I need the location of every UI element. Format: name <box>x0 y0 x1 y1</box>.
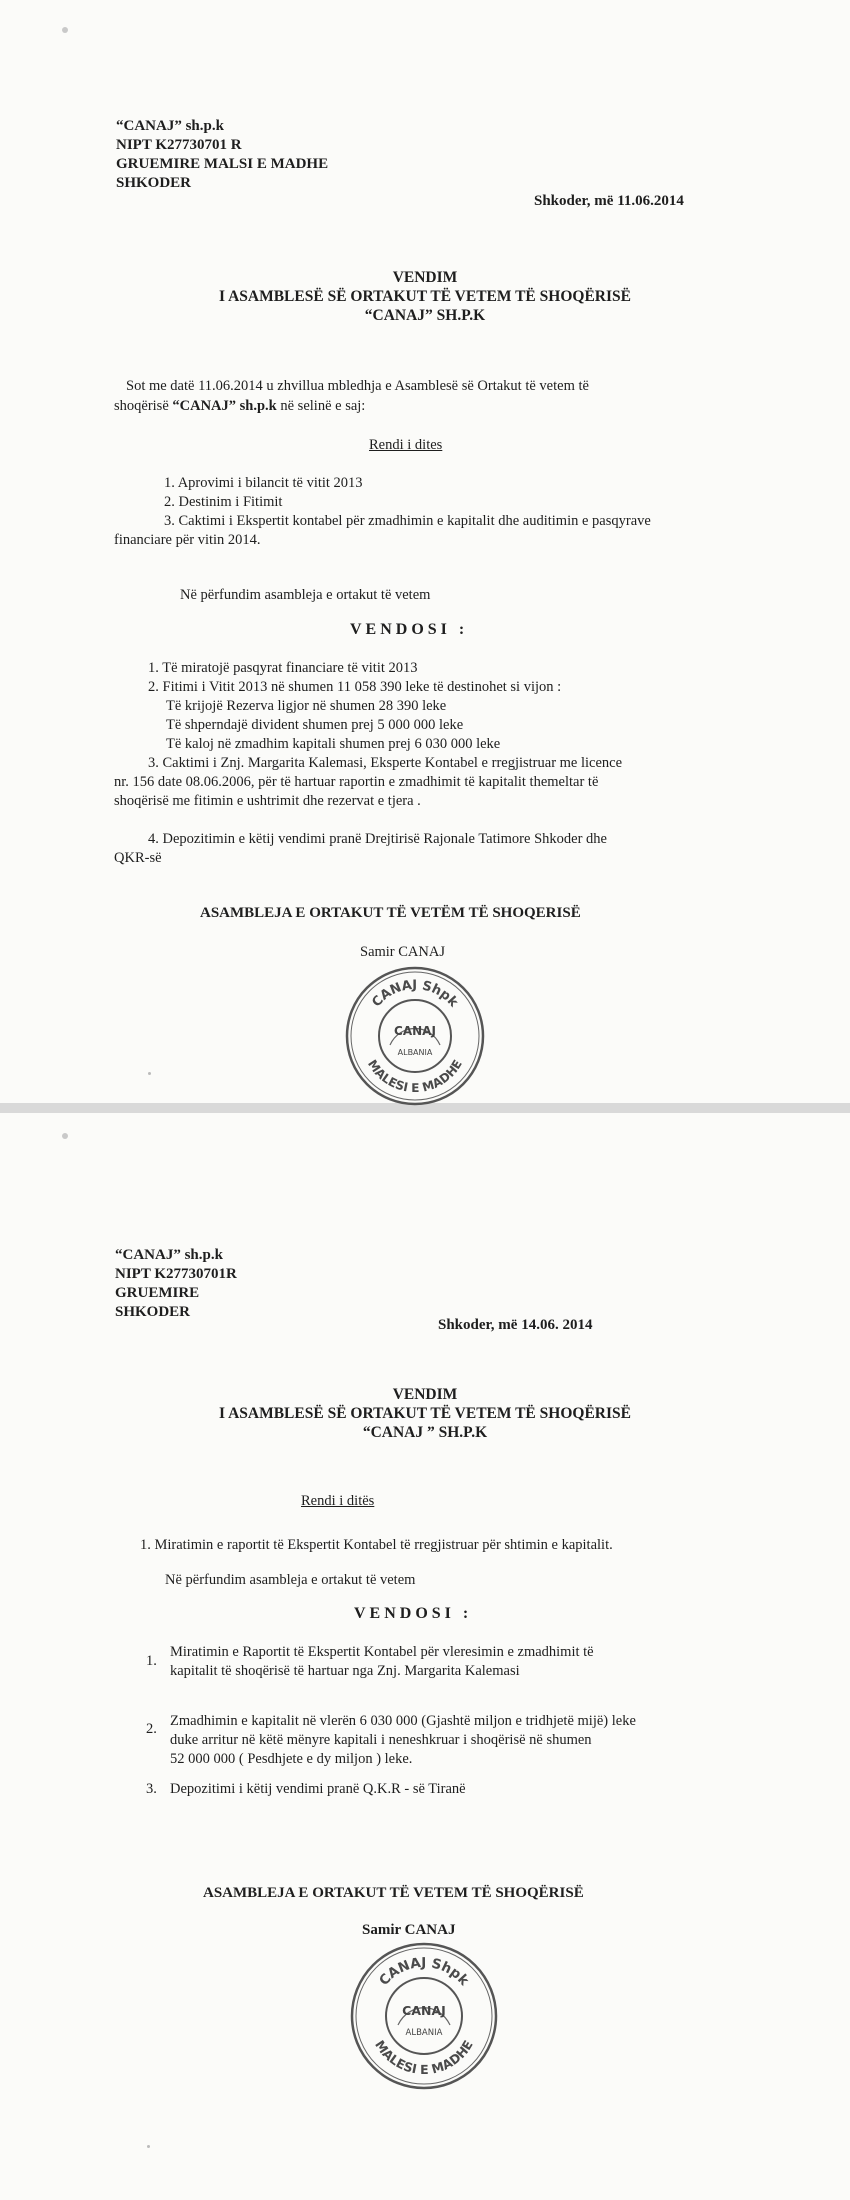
assembly-signature-title: ASAMBLEJA E ORTAKUT TË VETËM TË SHOQERISË <box>200 905 581 921</box>
decision-item-2: 2. Fitimi i Vitit 2013 në shumen 11 058 390 leke të destinohet si vijon : <box>148 679 562 695</box>
decision-item-1 <box>170 1643 594 1681</box>
agenda-item: 2. Destinim i Fitimit <box>164 494 283 510</box>
decision-subtitle: I ASAMBLESË SË ORTAKUT TË VETEM TË SHOQËRISË <box>219 1405 631 1422</box>
stamp-country-text: ALBANIA <box>405 2028 443 2038</box>
profit-allocation-item: Të krijojë Rezerva ligjor në shumen 28 390 leke <box>166 698 447 714</box>
intro-company: “CANAJ” sh.p.k <box>172 398 277 414</box>
decision-item-3: Depozitimi i këtij vendimi pranë Q.K.R - së Tiranë <box>170 1781 466 1797</box>
stamp-bottom-text: MALESI E MADHE <box>372 2037 476 2078</box>
decision-item-2-line: Zmadhimin e kapitalit në vlerën 6 030 000 (Gjashtë miljon e tridhjetë mijë) leke <box>170 1713 636 1729</box>
company-header <box>116 117 328 193</box>
agenda-heading: Rendi i ditës <box>301 1493 375 1509</box>
decision-item-1-line: Miratimin e Raportit të Ekspertit Kontabel për vleresimin e zmadhimit të <box>170 1644 594 1660</box>
scan-speck <box>148 1072 151 1075</box>
place-date: Shkoder, më 14.06. 2014 <box>438 1317 593 1333</box>
decision-item-3: 3. Caktimi i Znj. Margarita Kalemasi, Eksperte Kontabel e rregjistruar me licence <box>148 755 623 771</box>
decision-item-3-cont: nr. 156 date 08.06.2006, për të hartuar raportin e zmadhimit të kapitalit themeltar të <box>114 774 599 790</box>
agenda-list <box>164 474 651 531</box>
intro-line-1: Sot me datë 11.06.2014 u zhvillua mbledhja e Asamblesë së Ortakut të vetem të <box>126 378 589 394</box>
company-name: “CANAJ” sh.p.k <box>116 118 224 134</box>
decision-item-1-line: kapitalit të shoqërisë të hartuar nga Znj. Margarita Kalemasi <box>170 1663 520 1679</box>
company-header <box>115 1246 237 1322</box>
scan-speck <box>62 1133 68 1139</box>
decision-item-4: 4. Depozitimin e këtij vendimi pranë Drejtirisë Rajonale Tatimore Shkoder dhe <box>148 831 607 847</box>
intro-text: shoqërisë <box>114 398 173 414</box>
profit-allocation-list <box>166 697 500 754</box>
stamp-bottom-text: MALESI E MADHE <box>365 1057 465 1096</box>
agenda-heading: Rendi i dites <box>369 437 443 453</box>
agenda-item: 1. Aprovimi i bilancit të vitit 2013 <box>164 475 363 491</box>
scan-speck <box>147 2145 150 2148</box>
company-nipt: NIPT K27730701 R <box>116 137 242 153</box>
assembly-signature-title: ASAMBLEJA E ORTAKUT TË VETEM TË SHOQËRISË <box>203 1885 584 1901</box>
stamp-top-text: CANAJ Shpk <box>376 1954 472 1989</box>
decision-item-4-cont: QKR-së <box>114 850 162 866</box>
decision-item-3-cont: shoqërisë me fitimin e ushtrimit dhe rezervat e tjera . <box>114 793 421 809</box>
decides-heading: VENDOSI : <box>354 1605 473 1622</box>
company-address: GRUEMIRE MALSI E MADHE <box>116 156 329 172</box>
company-stamp <box>342 963 488 1109</box>
decision-item-2-line: 52 000 000 ( Pesdhjete e dy miljon ) leke. <box>170 1751 413 1767</box>
stamp-center-text: CANAJ <box>394 1024 436 1038</box>
document-page-2 <box>0 1113 850 2200</box>
place-date: Shkoder, më 11.06.2014 <box>534 193 684 209</box>
decision-item-1-number: 1. <box>146 1653 157 1669</box>
agenda-item-cont: financiare për vitin 2014. <box>114 532 261 548</box>
stamp-top-text: CANAJ Shpk <box>369 977 461 1011</box>
decides-heading: VENDOSI : <box>350 621 469 638</box>
conclusion-text: Në përfundim asambleja e ortakut të vetem <box>165 1572 416 1588</box>
scan-speck <box>62 27 68 33</box>
agenda-item: 3. Caktimi i Ekspertit kontabel për zmadhimin e kapitalit dhe auditimin e pasqyrave <box>164 513 651 529</box>
stamp-country-text: ALBANIA <box>397 1048 433 1057</box>
intro-text-end: në selinë e saj: <box>276 398 366 414</box>
intro-line-2 <box>114 397 365 416</box>
decision-item-2 <box>170 1712 636 1769</box>
company-name: “CANAJ” sh.p.k <box>115 1247 223 1263</box>
company-nipt: NIPT K27730701R <box>115 1266 237 1282</box>
signatory-name: Samir CANAJ <box>362 1922 456 1938</box>
decision-subtitle: I ASAMBLESË SË ORTAKUT TË VETEM TË SHOQËRISË <box>219 288 631 305</box>
profit-allocation-item: Të kaloj në zmadhim kapitali shumen prej 6 030 000 leke <box>166 736 501 752</box>
decision-company: “CANAJ ” SH.P.K <box>362 1424 488 1441</box>
decision-title: VENDIM <box>392 1386 458 1403</box>
decision-title: VENDIM <box>392 269 458 286</box>
stamp-center-text: CANAJ <box>402 2003 446 2018</box>
decision-item-2-number: 2. <box>146 1721 157 1737</box>
decision-item-1: 1. Të miratojë pasqyrat financiare të vitit 2013 <box>148 660 418 676</box>
decision-company: “CANAJ” SH.P.K <box>364 307 486 324</box>
signatory-name: Samir CANAJ <box>360 944 445 960</box>
conclusion-text: Në përfundim asambleja e ortakut të vetem <box>180 587 431 603</box>
profit-allocation-item: Të shperndajë divident shumen prej 5 000 000 leke <box>166 717 464 733</box>
company-city: SHKODER <box>115 1304 191 1320</box>
decision-item-2-line: duke arritur në këtë mënyre kapitali i neneshkruar i shoqërisë në shumen <box>170 1732 592 1748</box>
company-address: GRUEMIRE <box>115 1285 200 1301</box>
company-city: SHKODER <box>116 175 192 191</box>
company-stamp <box>347 1939 501 2093</box>
decision-item-3-number: 3. <box>146 1781 157 1797</box>
agenda-item: 1. Miratimin e raportit të Ekspertit Kontabel të rregjistruar për shtimin e kapitalit. <box>140 1537 613 1553</box>
